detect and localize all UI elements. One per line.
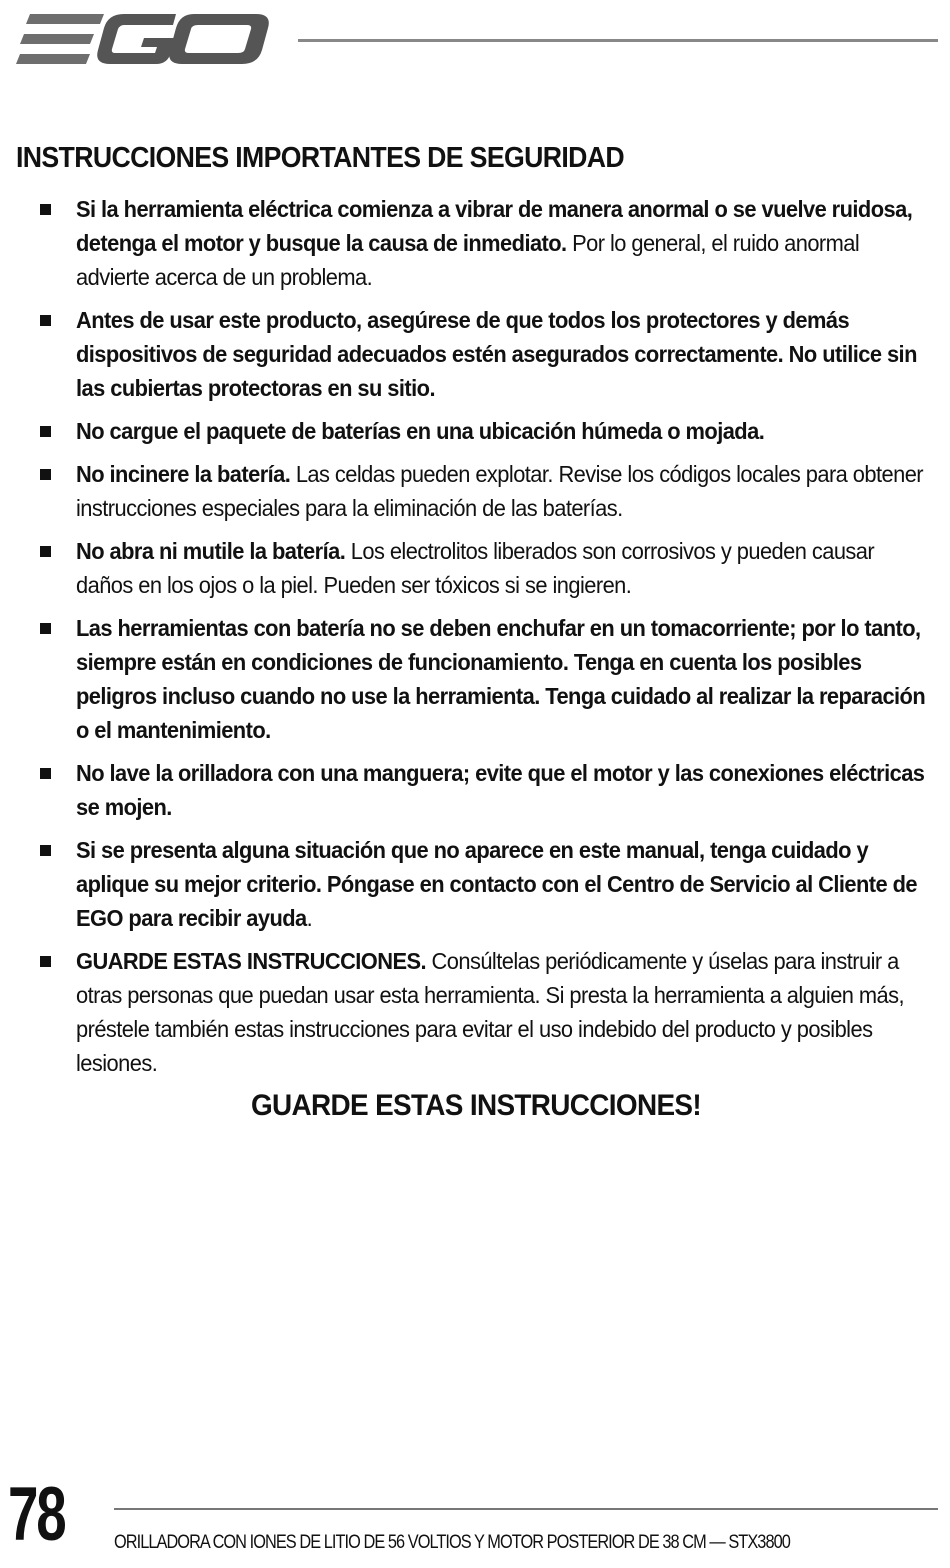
square-bullet-icon	[40, 426, 51, 437]
square-bullet-icon	[40, 546, 51, 557]
list-item	[16, 192, 936, 294]
header-divider	[298, 39, 938, 42]
item-bold-text: Si la herramienta eléctrica comienza a vibrar de manera anormal o se vuelve ruidosa, detenga el motor y busque la causa de inmediato.	[76, 196, 913, 256]
item-text: Las celdas pueden explotar. Revise los códigos locales para obtener instrucciones especiales para la eliminación de las baterías.	[76, 461, 924, 521]
item-bold-text: No abra ni mutile la batería.	[76, 538, 346, 564]
list-item	[16, 534, 936, 602]
item-bold-text: GUARDE ESTAS INSTRUCCIONES.	[76, 948, 427, 974]
square-bullet-icon	[40, 469, 51, 480]
item-bold-text: Si se presenta alguna situación que no aparece en este manual, tenga cuidado y aplique su mejor criterio. Póngase en contacto con el Centro de Servicio al Cliente de EGO para recibir ayuda	[76, 837, 918, 931]
closing-heading: GUARDE ESTAS INSTRUCCIONES!	[250, 1089, 702, 1122]
list-item	[16, 457, 936, 525]
safety-list	[16, 192, 936, 1080]
list-item	[16, 414, 936, 448]
section-title: INSTRUCCIONES IMPORTANTES DE SEGURIDAD	[16, 142, 624, 174]
square-bullet-icon	[40, 204, 51, 215]
item-text: Consúltelas periódicamente y úselas para instruir a otras personas que puedan usar esta herramienta. Si presta la herramienta a alguien más, préstele también estas instrucciones para evitar el uso indebido del producto y posibles lesiones.	[76, 948, 905, 1076]
item-text: .	[306, 905, 313, 931]
list-item	[16, 756, 936, 824]
ego-logo-icon	[16, 10, 272, 68]
square-bullet-icon	[40, 623, 51, 634]
footer-product-title: ORILLADORA CON IONES DE LITIO DE 56 VOLTIOS Y MOTOR POSTERIOR DE 38 CM — STX3800	[114, 1532, 790, 1553]
safety-content	[16, 140, 936, 1123]
list-item	[16, 944, 936, 1080]
item-bold-text: No lave la orilladora con una manguera; evite que el motor y las conexiones eléctricas se mojen.	[76, 760, 925, 820]
item-text: Los electrolitos liberados son corrosivos y pueden causar daños en los ojos o la piel. Pueden ser tóxicos si se ingieren.	[76, 538, 875, 598]
square-bullet-icon	[40, 845, 51, 856]
item-bold-text: No cargue el paquete de baterías en una ubicación húmeda o mojada.	[76, 418, 765, 444]
item-bold-text: No incinere la batería.	[76, 461, 291, 487]
item-bold-text: Antes de usar este producto, asegúrese de que todos los protectores y demás dispositivos de seguridad adecuados estén asegurados correctamente. No utilice sin las cubiertas protectoras en su sitio.	[76, 307, 917, 401]
list-item	[16, 833, 936, 935]
item-bold-text: Las herramientas con batería no se deben enchufar en un tomacorriente; por lo tanto, siempre están en condiciones de funcionamiento. Tenga en cuenta los posibles peligros incluso cuando no use la herramienta. Tenga cuidado al realizar la reparación o el mantenimiento.	[76, 615, 926, 743]
square-bullet-icon	[40, 768, 51, 779]
item-text: Por lo general, el ruido anormal advierte acerca de un problema.	[76, 230, 860, 290]
list-item	[16, 611, 936, 747]
square-bullet-icon	[40, 956, 51, 967]
square-bullet-icon	[40, 315, 51, 326]
page-number: 78	[8, 1472, 65, 1557]
list-item	[16, 303, 936, 405]
footer-divider	[114, 1508, 938, 1510]
page-footer	[0, 1460, 950, 1568]
page-header	[0, 0, 950, 80]
